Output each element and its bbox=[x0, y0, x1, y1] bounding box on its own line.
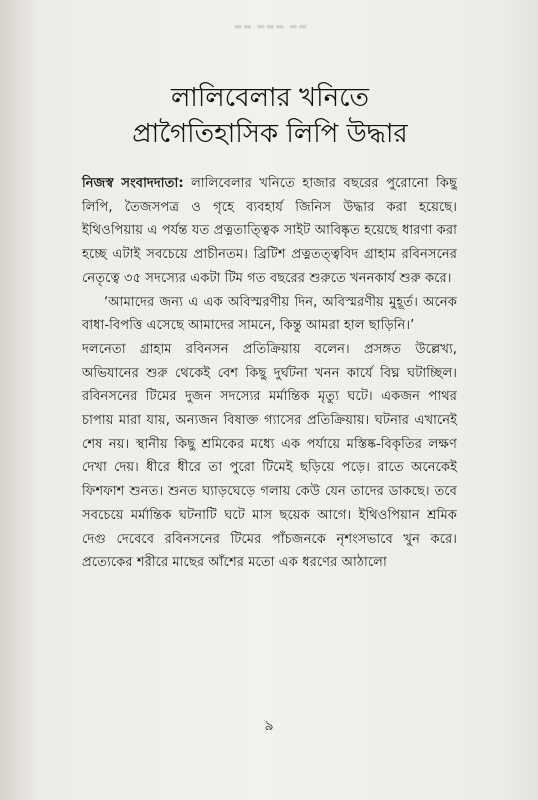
page-number: ৯ bbox=[264, 718, 274, 734]
paragraph-1-text: লালিবেলার খনিতে হাজার বছরের পুরোনো কিছু লিপি, তৈজসপত্র ও গৃহে ব্যবহার্য জিনিস উদ্ধার করা হয়েছে। ইথিওপিয়ায় এ পর্যন্ত যত প্রত্নতাত্ত্বিক সাইট আবিষ্কৃত হয়েছে ধারণা করা হচ্ছে এটাই সবচেয়ে প্রাচীনতম। ব্রিটিশ প্রত্নতত্ত্ববিদ গ্রাহাম রবিনসনের নেতৃত্বে ৩৫ সদস্যের একটা টিম গত বছরের শুরুতে খননকার্য শুরু করে। bbox=[82, 176, 457, 286]
byline: নিজস্ব সংবাদদাতা: bbox=[82, 176, 184, 191]
paragraph-quote: ‘আমাদের জন্য এ এক অবিস্মরণীয় দিন, অবিস্মরণীয় মুহূর্ত। অনেক বাধা-বিপত্তি এসেছে আমাদের সামনে, কিন্তু আমরা হাল ছাড়িনি।’ bbox=[82, 294, 457, 334]
paragraph-1 bbox=[82, 172, 457, 291]
paragraph-3: দলনেতা গ্রাহাম রবিনসন প্রতিক্রিয়ায় বলেন। প্রসঙ্গত উল্লেখ্য, অভিযানের শুরু থেকেই বেশ কিছু দুর্ঘটনা খনন কার্যে বিঘ্ন ঘটাচ্ছিল। রবিনসনের টিমের দুজন সদস্যের মর্মান্তিক মৃত্যু ঘটে। একজন পাথর চাপায় মারা যায়, অন্যজন বিষাক্ত গ্যাসের প্রতিক্রিয়ায়। ঘটনার এখানেই শেষ নয়। স্থানীয় কিছু শ্রমিকের মধ্যে এক পর্যায়ে মস্তিষ্ক-বিকৃতির লক্ষণ দেখা দেয়। ধীরে ধীরে তা পুরো টিমেই ছড়িয়ে পড়ে। রাতে অনেকেই ফিশফাশ শুনত। শুনত ঘ্যাড়ঘেড়ে গলায় কেউ যেন তাদের ডাকছে। তবে সবচেয়ে মর্মান্তিক ঘটনাটি ঘটে মাস ছয়েক আগে। ইথিওপিয়ান শ্রমিক দেগু দেবেবে রবিনসনের টিমের পাঁচজনকে নৃশংসভাবে খুন করে। প্রত্যেকের শরীরে মাছের আঁশের মতো এক ধরণের আঠালো bbox=[82, 341, 457, 571]
bleed-through-text: ▬▬ ▬▬▬ ▬▬ bbox=[232, 22, 308, 32]
headline-line-1: লালিবেলার খনিতে bbox=[170, 83, 370, 113]
headline-line-2: প্রাগৈতিহাসিক লিপি উদ্ধার bbox=[132, 119, 408, 149]
article-body bbox=[82, 172, 457, 575]
